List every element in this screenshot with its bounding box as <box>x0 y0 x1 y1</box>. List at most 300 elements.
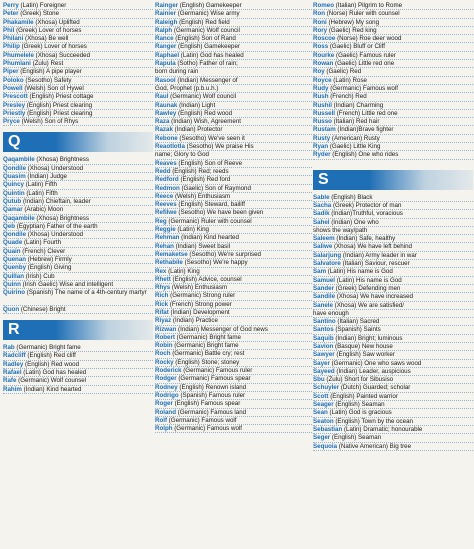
name-entry <box>155 334 312 342</box>
entry-description: (Latin) Fifth <box>24 189 58 197</box>
name-entry <box>313 277 473 285</box>
name-entry <box>3 369 153 377</box>
entry-description: (English) Priest cottage <box>27 93 94 101</box>
entry-name: Peter <box>3 10 19 18</box>
section-header-q <box>3 132 153 152</box>
name-entry <box>155 10 312 18</box>
entry-name: Sahel <box>313 218 330 226</box>
entry-description: (Xhosa) Uplifted <box>33 18 80 26</box>
entry-description: (English) Red wood <box>176 109 233 117</box>
entry-description: (Greek) Defending men <box>333 284 401 292</box>
name-entry <box>155 135 312 143</box>
entry-description: (Gaelic) Son of Raymond <box>179 184 251 192</box>
entry-description: (Irish) Cub <box>23 272 55 280</box>
entry-description: (Xhosa) We are satisfied/ <box>332 301 405 309</box>
entry-description: (Arabic) Moon <box>22 206 64 214</box>
entry-name: Qaqambile <box>3 156 35 164</box>
entry-name: Rodger <box>155 375 177 383</box>
name-entry <box>3 85 153 93</box>
name-entry <box>313 102 473 110</box>
entry-description: (Gaelic) Little red one <box>333 60 395 68</box>
name-entry <box>155 60 312 68</box>
entry-name: Ron <box>313 10 326 18</box>
entry-name: Rick <box>155 300 169 308</box>
name-entry <box>3 273 153 281</box>
entry-name: Roni <box>313 18 327 26</box>
name-entry <box>155 209 312 217</box>
name-entry <box>155 27 312 35</box>
entry-description: (Dutch) Guarded; scholar <box>339 384 411 392</box>
name-entry <box>155 168 312 176</box>
entry-name: Quenan <box>3 256 27 264</box>
name-entry <box>3 281 153 289</box>
name-entry <box>155 102 312 110</box>
entry-name: Rafe <box>3 377 17 385</box>
entry-description: (Indian) Messenger of <box>175 76 238 84</box>
name-entry <box>313 202 473 210</box>
entry-name: Raunak <box>155 101 178 109</box>
name-entry <box>313 252 473 260</box>
entry-description: (English) Priest clearing <box>25 109 93 117</box>
entry-description: (Latin) God has healed <box>179 51 244 59</box>
name-entry <box>313 110 473 118</box>
entry-description: (Germanic) Bright fame <box>14 344 81 352</box>
entry-name: Robert <box>155 333 175 341</box>
entry-name: Rolph <box>155 425 173 433</box>
entry-description: (English) A pipe player <box>18 68 82 76</box>
entry-name: Rhys <box>155 284 171 292</box>
entry-description: (Germanic) Famous land <box>175 408 247 416</box>
entry-description: God, Prophet (p.b.u.h.) <box>155 84 219 92</box>
entry-name: Sean <box>313 409 328 417</box>
entry-description: (English) Black <box>329 193 373 201</box>
name-entry <box>3 93 153 101</box>
name-entry <box>3 215 153 223</box>
name-entry <box>3 77 153 85</box>
entry-name: Raphael <box>155 51 180 59</box>
entry-description: (Sotho) Father of rain; <box>175 60 238 68</box>
name-entry <box>155 292 312 300</box>
name-entry <box>313 227 473 235</box>
name-entry <box>313 126 473 134</box>
name-entry <box>3 43 153 51</box>
entry-description: (Latin) King <box>175 226 210 234</box>
name-entry <box>3 156 153 164</box>
entry-description: (Latin) Dramatic; honourable <box>342 425 423 433</box>
entry-description: (Xhosa) Understood <box>26 164 84 172</box>
entry-name: Ryder <box>313 151 331 159</box>
entry-description: (Germanic) Strong ruler <box>168 292 236 300</box>
name-entry <box>155 375 312 383</box>
entry-description: (Indian) Sweet basil <box>173 242 230 250</box>
name-entry <box>155 409 312 417</box>
entry-description: (English) Saw worker <box>334 351 395 359</box>
name-entry <box>155 160 312 168</box>
entry-name: Sbu <box>313 376 325 384</box>
entry-description: (Norse) Ruler with counsel <box>325 10 400 18</box>
name-entry <box>155 35 312 43</box>
name-entry <box>313 135 473 143</box>
name-entry <box>3 248 153 256</box>
entry-name: Rizwan <box>155 325 177 333</box>
entry-description: (Gaelic) Bluff or Cliff <box>328 43 385 51</box>
entry-description: have enough <box>313 309 349 317</box>
entry-name: Rory <box>313 26 328 34</box>
entry-name: Roscoe <box>313 35 336 43</box>
entry-description: (Germanic) Famous ruler <box>181 367 253 375</box>
entry-description: (Germanic) Wolf council <box>168 93 237 101</box>
entry-description: (Sesotho) We have been given <box>176 209 264 217</box>
entry-name: Rance <box>155 35 174 43</box>
entry-name: Pryce <box>3 118 20 126</box>
name-entry <box>155 350 312 358</box>
entry-name: Phakamile <box>3 18 34 26</box>
name-entry <box>155 85 312 93</box>
name-entry <box>155 259 312 267</box>
entry-description: (Indian) Judge <box>25 173 67 181</box>
entry-name: Phil <box>3 26 15 34</box>
entry-name: Roderick <box>155 367 182 375</box>
entry-description: (Xhosa) We have left behind <box>332 243 412 251</box>
name-entry <box>155 201 312 209</box>
name-entry <box>313 35 473 43</box>
name-entry <box>3 256 153 264</box>
section-header-s <box>313 170 473 190</box>
entry-description: (Gaelic) Red <box>324 68 362 76</box>
entry-description: (Germanic) Wolf council <box>172 26 240 34</box>
entry-description: (English) Renown island <box>177 383 247 391</box>
entry-name: Quon <box>3 305 20 313</box>
entry-description: (Native American) Big tree <box>337 442 412 450</box>
name-column-2 <box>155 2 312 433</box>
entry-name: Russo <box>313 118 332 126</box>
entry-description: (Hebrew) My song <box>326 18 380 26</box>
entry-description: (Germanic) Famous wolf <box>167 416 237 424</box>
entry-description: (French) Clever <box>20 247 66 255</box>
entry-description: (Indian) Kind hearted <box>179 234 239 242</box>
name-entry <box>155 19 312 27</box>
entry-description: (English) Red cliff <box>25 352 76 360</box>
entry-description: (Germanic) Famous spear <box>176 375 251 383</box>
entry-description: (Indian)Truthful, voracious <box>329 210 403 218</box>
entry-description: (Indian) Practice <box>171 317 218 325</box>
name-entry <box>313 418 473 426</box>
entry-description: (Sesotho) We've seen it <box>177 134 245 142</box>
entry-description: (Germanic) Famous wolf <box>328 84 398 92</box>
entry-name: Royce <box>313 76 332 84</box>
name-entry <box>155 284 312 292</box>
name-entry <box>3 102 153 110</box>
entry-name: Sam <box>313 268 327 276</box>
name-entry <box>3 173 153 181</box>
name-entry <box>3 223 153 231</box>
entry-name: Rowan <box>313 60 334 68</box>
name-entry <box>155 367 312 375</box>
entry-name: Sequoia <box>313 442 338 450</box>
entry-name: Santos <box>313 326 334 334</box>
name-entry <box>313 68 473 76</box>
name-entry <box>313 268 473 276</box>
entry-description: (Italian) Sacred <box>335 318 380 326</box>
name-entry <box>3 118 153 126</box>
name-entry <box>3 239 153 247</box>
entry-description: (Germanic) Famous wolf <box>172 425 242 433</box>
name-entry <box>3 181 153 189</box>
entry-description: (Italian) Pilgrim to Rome <box>333 2 403 9</box>
name-entry <box>3 198 153 206</box>
entry-description: (Xhosa) Succeeded <box>33 51 91 59</box>
entry-name: Priestly <box>3 109 26 117</box>
name-entry <box>3 27 153 35</box>
entry-description: (Italian) Red hair <box>331 118 380 126</box>
name-entry <box>3 352 153 360</box>
entry-name: Rudy <box>313 84 329 92</box>
entry-name: Rasool <box>155 76 176 84</box>
entry-description: (Germanic) Ruler with counsel <box>166 217 252 225</box>
entry-description: (Indian) Wish, Agreement <box>169 118 241 126</box>
name-entry <box>313 27 473 35</box>
entry-name: Perry <box>3 2 19 9</box>
entry-description: (Xhosa) Brightness <box>34 214 89 222</box>
entry-description: (Indian)Brave fighter <box>335 126 394 134</box>
name-entry <box>155 342 312 350</box>
entry-description: (English) Son of Rand <box>173 35 236 43</box>
entry-name: Quintin <box>3 189 25 197</box>
entry-description: (Welsh) Enthusiasm <box>170 284 228 292</box>
name-entry <box>155 185 312 193</box>
name-entry <box>313 343 473 351</box>
entry-name: Scott <box>313 392 329 400</box>
entry-description: (Italian) Saviour, rescuer <box>340 260 410 268</box>
entry-description: (Greek) Lover of horses <box>19 43 87 51</box>
name-entry <box>155 151 312 159</box>
entry-name: Seaton <box>313 417 334 425</box>
name-entry <box>3 361 153 369</box>
name-entry <box>313 393 473 401</box>
entry-name: Rolf <box>155 416 168 424</box>
name-entry <box>313 335 473 343</box>
entry-description: (Latin) Foreigner <box>18 2 67 9</box>
entry-name: Reaves <box>155 159 177 167</box>
name-entry <box>313 2 473 10</box>
entry-name: Rainier <box>155 10 176 18</box>
name-entry <box>313 443 473 451</box>
entry-name: Rebone <box>155 134 178 142</box>
entry-name: Rainger <box>155 2 179 9</box>
entry-name: Qamar <box>3 206 23 214</box>
entry-name: Ryan <box>313 143 329 151</box>
name-entry <box>313 10 473 18</box>
entry-name: Phumelele <box>3 51 34 59</box>
entry-description: (Chinese) Bright <box>19 305 66 313</box>
entry-name: Sadik <box>313 210 330 218</box>
name-entry <box>313 77 473 85</box>
entry-name: Rethabile <box>155 259 183 267</box>
entry-description: (Spanish) The name of a 4th-century martyr <box>25 289 147 297</box>
entry-description: (English) Advice, counsel <box>170 275 242 283</box>
entry-name: Prescott <box>3 93 28 101</box>
entry-name: Rourke <box>313 51 335 59</box>
entry-description: (Spanish) Famous ruler <box>178 391 246 399</box>
entry-description: (Gaelic) Little King <box>328 143 381 151</box>
name-entry <box>3 165 153 173</box>
entry-description: (French) Little red one <box>335 109 398 117</box>
entry-description: (English) Son of Reeve <box>176 159 243 167</box>
entry-description: (Indian) Leader, auspicious <box>334 367 411 375</box>
entry-name: Quasim <box>3 173 26 181</box>
name-entry <box>155 110 312 118</box>
entry-description: shows the way/path <box>313 226 368 234</box>
entry-name: Raul <box>155 93 169 101</box>
entry-name: Refilwe <box>155 209 177 217</box>
entry-name: Quillan <box>3 272 24 280</box>
name-entry <box>313 285 473 293</box>
name-entry <box>155 251 312 259</box>
name-entry <box>3 19 153 27</box>
name-entry <box>155 309 312 317</box>
name-entry <box>313 243 473 251</box>
name-entry <box>155 176 312 184</box>
entry-description: (Sesotho) We're surprised <box>187 250 261 258</box>
entry-description: (Indian) One who <box>329 218 379 226</box>
entry-name: Razak <box>155 126 173 134</box>
entry-description: (Germanic) One who saws wood <box>329 359 422 367</box>
name-entry <box>3 52 153 60</box>
name-entry <box>3 306 153 314</box>
name-entry <box>313 151 473 159</box>
entry-name: Seger <box>313 434 331 442</box>
entry-description: (Greek) Stone <box>18 10 60 18</box>
entry-description: (Sesotho) We're happy <box>182 259 248 267</box>
entry-description: (English) Town by the ocean <box>333 417 413 425</box>
name-entry <box>313 194 473 202</box>
name-entry <box>155 326 312 334</box>
entry-name: Qutub <box>3 197 22 205</box>
entry-description: (French) Strong power <box>168 300 232 308</box>
name-entry <box>313 118 473 126</box>
entry-name: Rab <box>3 344 15 352</box>
entry-description: (Greek) Protector of man <box>331 201 402 209</box>
name-entry <box>3 110 153 118</box>
entry-name: Riyaz <box>155 317 172 325</box>
name-entry <box>3 289 153 306</box>
entry-description: (Latin) King <box>166 267 200 275</box>
entry-description: (Indian) Bright; luminous <box>333 334 403 342</box>
entry-name: Ross <box>313 43 329 51</box>
entry-description: (Indian) Chieftain, leader <box>21 197 91 205</box>
entry-description: (English) Red wood <box>23 360 80 368</box>
entry-name: Roland <box>155 408 176 416</box>
entry-description: (Indian) Messenger of God news <box>176 325 268 333</box>
entry-name: Saliwe <box>313 243 333 251</box>
entry-name: Raza <box>155 118 170 126</box>
entry-description: (Latin) Fourth <box>22 239 62 247</box>
name-entry <box>3 10 153 18</box>
entry-name: Rocky <box>155 358 174 366</box>
name-entry <box>313 401 473 409</box>
entry-name: Qeb <box>3 222 16 230</box>
entry-description: (Gaelic) Red king <box>327 26 377 34</box>
entry-name: Redd <box>155 167 171 175</box>
entry-name: Reg <box>155 217 167 225</box>
name-entry <box>313 409 473 417</box>
entry-name: Salarjung <box>313 251 342 259</box>
name-entry <box>313 93 473 101</box>
entry-name: Powell <box>3 84 23 92</box>
entry-description: (English) Painted warrior <box>328 392 398 400</box>
entry-description: (Xhosa) Understood <box>26 231 84 239</box>
section-header-r <box>3 320 153 340</box>
entry-name: Phumlani <box>3 60 31 68</box>
entry-name: Reaotlotla <box>155 143 185 151</box>
name-entry <box>313 426 473 434</box>
name-entry <box>313 384 473 392</box>
entry-name: Presley <box>3 101 26 109</box>
entry-description: (Latin) Fifth <box>23 181 57 189</box>
entry-description: (Germanic) Wise army <box>175 10 240 18</box>
entry-description: (English) Seaman <box>333 401 385 409</box>
entry-description: (Xhosa) Brightness <box>34 156 89 164</box>
name-entry <box>313 235 473 243</box>
name-entry <box>155 400 312 408</box>
entry-description: (Basque) New house <box>333 342 393 350</box>
entry-name: Rushil <box>313 101 332 109</box>
name-entry <box>3 190 153 198</box>
name-entry <box>3 386 153 394</box>
entry-name: Rodney <box>155 383 178 391</box>
entry-description: (English) Famous spear <box>172 400 241 408</box>
name-entry <box>313 368 473 376</box>
entry-name: Saquib <box>313 334 334 342</box>
name-entry <box>313 318 473 326</box>
name-entry <box>155 2 312 10</box>
name-entry <box>313 52 473 60</box>
entry-name: Roger <box>155 400 173 408</box>
name-entry <box>313 326 473 334</box>
name-entry <box>155 193 312 201</box>
entry-description: (English) Gamekeeper <box>176 43 240 51</box>
entry-name: Savion <box>313 342 334 350</box>
entry-description: (English) Stone; stoney <box>173 358 240 366</box>
entry-name: Sayeed <box>313 367 335 375</box>
entry-name: Santino <box>313 318 336 326</box>
entry-name: Raleigh <box>155 18 178 26</box>
entry-description: (Indian) Charming <box>331 101 384 109</box>
entry-description: (Indian) Safe, healthy <box>334 235 396 243</box>
entry-description: (Indian) Army leader in war <box>341 251 417 259</box>
entry-name: Schuyler <box>313 384 340 392</box>
entry-name: Rodrigo <box>155 391 179 399</box>
entry-description: (Latin) Rose <box>331 76 367 84</box>
name-entry <box>3 264 153 272</box>
name-entry <box>313 376 473 384</box>
name-entry <box>3 68 153 76</box>
entry-name: Rapula <box>155 60 176 68</box>
entry-name: Sacha <box>313 201 332 209</box>
name-entry <box>313 60 473 68</box>
name-entry <box>3 344 153 352</box>
entry-name: Piper <box>3 68 19 76</box>
entry-name: Rahim <box>3 385 22 393</box>
name-entry <box>155 226 312 234</box>
entry-description: (Germanic) Battle cry; rest <box>170 350 245 358</box>
name-entry <box>313 260 473 268</box>
entry-name: Rustam <box>313 126 336 134</box>
entry-description: (Latin) God is gracious <box>327 409 392 417</box>
section-letter: S <box>318 170 329 188</box>
entry-description: (Zulu) Short for Sibusiso <box>324 376 394 384</box>
entry-name: Redford <box>155 176 179 184</box>
